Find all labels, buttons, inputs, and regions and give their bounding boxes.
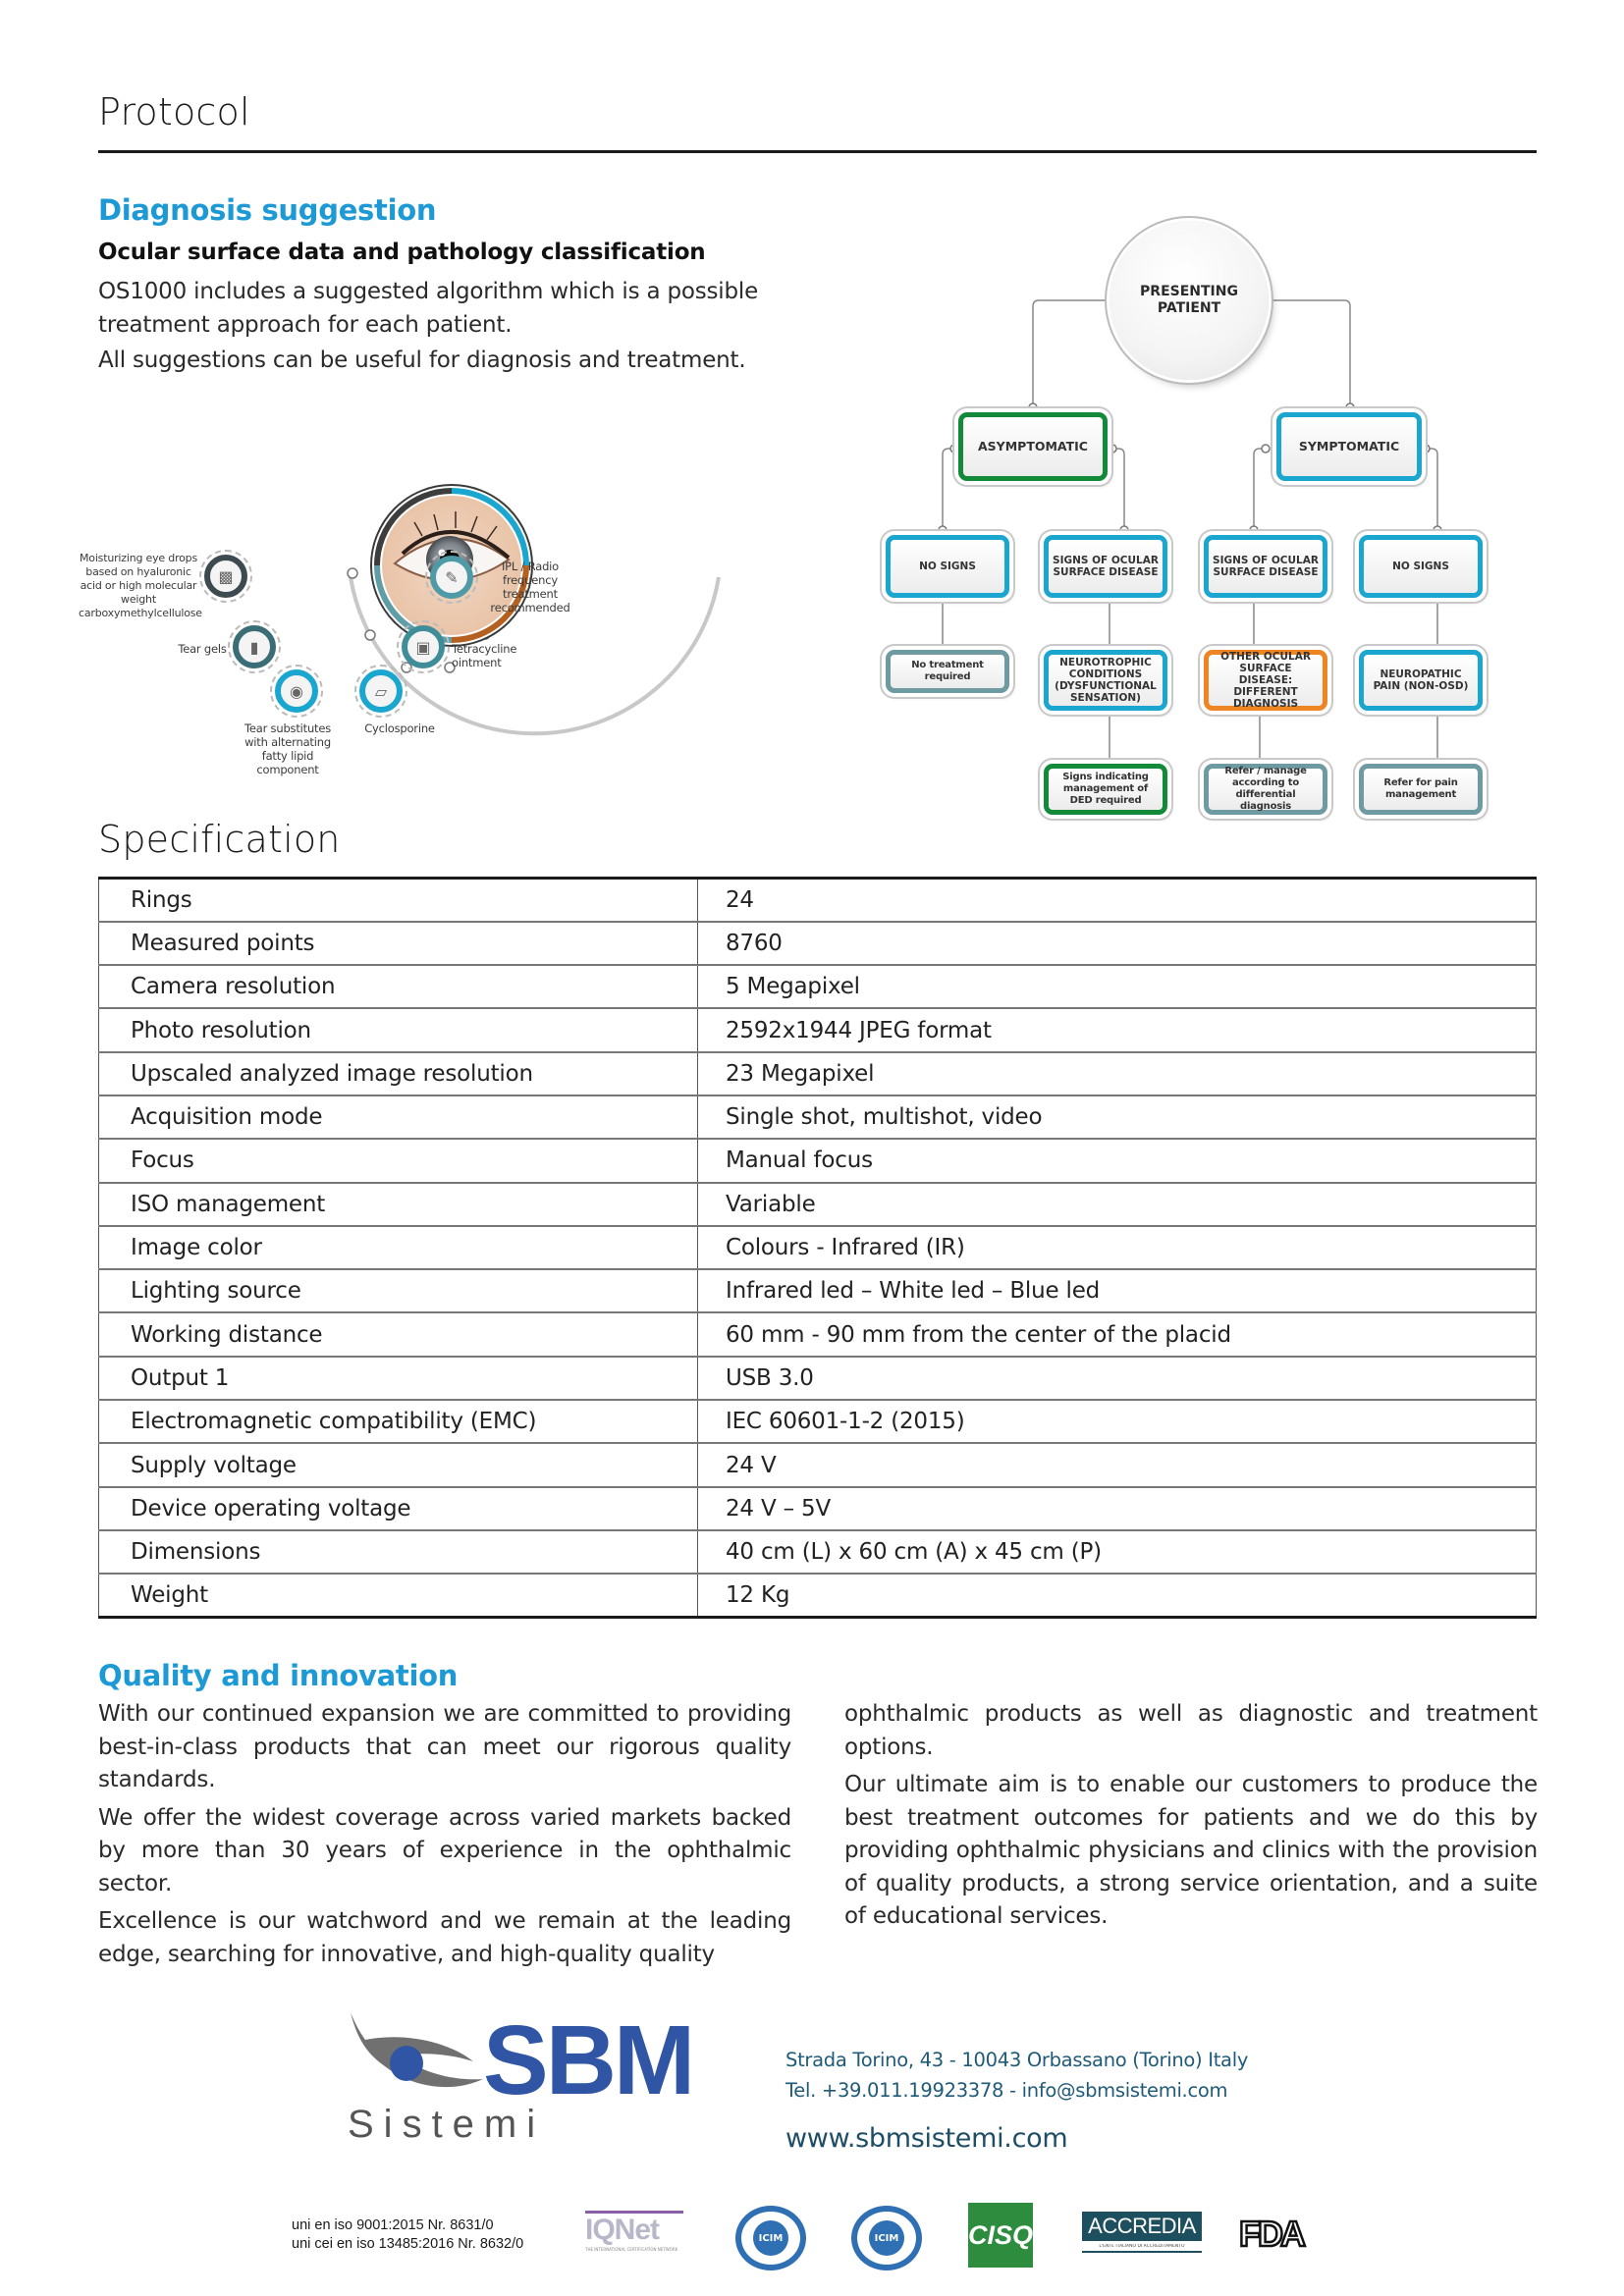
spec-value: Colours - Infrared (IR): [698, 1226, 1537, 1269]
spec-value: 8760: [698, 922, 1537, 965]
treatment-label: Tetracycline ointment: [452, 642, 517, 669]
spec-key: Image color: [99, 1226, 698, 1269]
eye-drops-bottle-icon: ▩: [204, 555, 247, 598]
flow-node-signs-osd: SIGNS OF OCULAR SURFACE DISEASE: [1204, 535, 1327, 598]
flow-node-refer-pain: Refer for pain management: [1359, 764, 1483, 815]
spec-value: 5 Megapixel: [698, 965, 1537, 1008]
company-contact: Tel. +39.011.19923378 - info@sbmsistemi.com: [785, 2079, 1228, 2102]
flow-node-symptomatic: SYMPTOMATIC: [1276, 412, 1422, 481]
flow-node-neurotrophic: NEUROTROPHIC CONDITIONS (DYSFUNCTIONAL SENSATION): [1044, 650, 1167, 711]
diagnosis-flowchart: [864, 206, 1551, 825]
spec-value: 24: [698, 879, 1537, 922]
spec-key: Electromagnetic compatibility (EMC): [99, 1400, 698, 1443]
quality-heading: Quality and innovation: [98, 1659, 459, 1692]
spec-key: Weight: [99, 1574, 698, 1617]
fda-badge: FDA: [1239, 2214, 1303, 2254]
spec-row: [99, 1443, 1537, 1486]
spec-value: 2592x1944 JPEG format: [698, 1008, 1537, 1051]
spec-key: Rings: [99, 879, 698, 922]
flow-node-neuropathic-pain: NEUROPATHIC PAIN (NON-OSD): [1359, 650, 1483, 711]
accredia-badge: [1082, 2212, 1202, 2261]
spec-key: Photo resolution: [99, 1008, 698, 1051]
protocol-title: Protocol: [98, 90, 250, 133]
certification-text: [292, 2216, 523, 2254]
spec-key: Supply voltage: [99, 1443, 698, 1486]
diagnosis-paragraph: OS1000 includes a suggested algorithm which is a possible treatment approach for each patient.: [98, 279, 759, 338]
company-website-link[interactable]: www.sbmsistemi.com: [785, 2123, 1068, 2154]
spec-value: Variable: [698, 1183, 1537, 1226]
ointment-icon: ▣: [402, 625, 445, 668]
iqnet-sublabel: THE INTERNATIONAL CERTIFICATION NETWORK: [585, 2247, 678, 2252]
spec-row: [99, 1052, 1537, 1095]
spec-key: ISO management: [99, 1183, 698, 1226]
spec-value: Manual focus: [698, 1139, 1537, 1182]
ipl-device-icon: ✎: [430, 556, 473, 599]
flow-node-other-osd: OTHER OCULAR SURFACE DISEASE: DIFFERENT DIAGNOSIS: [1204, 650, 1327, 711]
spec-value: USB 3.0: [698, 1357, 1537, 1400]
spec-row: [99, 1095, 1537, 1139]
spec-row: [99, 1269, 1537, 1312]
spec-value: IEC 60601-1-2 (2015): [698, 1400, 1537, 1443]
dropper-bottle-icon: ▱: [359, 669, 403, 713]
iqnet-badge: [585, 2211, 683, 2258]
section-divider: [98, 150, 1537, 153]
cisq-badge: CISQ: [968, 2203, 1033, 2268]
treatment-label: IPL / Radio frequency treatment recommended: [490, 560, 570, 614]
spec-row: [99, 1357, 1537, 1400]
treatment-label: Moisturizing eye drops based on hyaluronic acid or high molecular weight carboxymethylcellulose: [79, 552, 202, 619]
spec-value: 24 V: [698, 1443, 1537, 1486]
quality-paragraph: ophthalmic products as well as diagnostic and treatment options.: [844, 1701, 1538, 1760]
spec-row: [99, 1183, 1537, 1226]
spec-value: 23 Megapixel: [698, 1052, 1537, 1095]
flow-node-signs-osd: SIGNS OF OCULAR SURFACE DISEASE: [1044, 535, 1167, 598]
spec-row: [99, 1400, 1537, 1443]
spec-value: Infrared led – White led – Blue led: [698, 1269, 1537, 1312]
icim-badge: [735, 2206, 806, 2270]
flow-node-refer-differential: Refer / manage according to differential diagnosis: [1204, 764, 1327, 815]
accredia-sublabel: L'ENTE ITALIANO DI ACCREDITAMENTO: [1099, 2244, 1185, 2249]
flow-node-asymptomatic: ASYMPTOMATIC: [958, 412, 1108, 481]
spec-key: Camera resolution: [99, 965, 698, 1008]
certification-line: uni en iso 9001:2015 Nr. 8631/0: [292, 2217, 494, 2233]
logo-subtitle: Sistemi: [348, 2103, 546, 2146]
spec-row: [99, 1530, 1537, 1574]
spec-row: [99, 1139, 1537, 1182]
logo-brand: SBM: [483, 2005, 693, 2115]
company-address: Strada Torino, 43 - 10043 Orbassano (Torino) Italy: [785, 2049, 1249, 2071]
treatment-label: Cyclosporine: [364, 721, 435, 735]
flow-node-ded-management: Signs indicating management of DED required: [1044, 764, 1167, 815]
quality-paragraph: Excellence is our watchword and we remain at the leading edge, searching for innovative, and high-quality quality: [98, 1908, 791, 1967]
spec-value: 12 Kg: [698, 1574, 1537, 1617]
quality-paragraph: We offer the widest coverage across varied markets backed by more than 30 years of experience in the ophthalmic sector.: [98, 1804, 791, 1896]
spec-key: Upscaled analyzed image resolution: [99, 1052, 698, 1095]
spec-key: Device operating voltage: [99, 1487, 698, 1530]
spec-row: [99, 879, 1537, 922]
flow-node-no-signs: NO SIGNS: [886, 535, 1009, 598]
spec-value: 40 cm (L) x 60 cm (A) x 45 cm (P): [698, 1530, 1537, 1574]
flow-node-no-signs: NO SIGNS: [1359, 535, 1483, 598]
spec-key: Output 1: [99, 1357, 698, 1400]
quality-column-left: [98, 1698, 791, 1976]
spec-key: Acquisition mode: [99, 1095, 698, 1139]
eye-dropper-icon: ◉: [275, 669, 318, 713]
icim-badge: [851, 2206, 922, 2270]
specification-title: Specification: [98, 818, 341, 861]
spec-row: [99, 1312, 1537, 1356]
treatment-options-figure: [79, 461, 805, 785]
flow-node-no-treatment: No treatment required: [886, 650, 1009, 693]
quality-paragraph: Our ultimate aim is to enable our customers to produce the best treatment outcomes for patients and we do this by providing ophthalmic physicians and clinics with the provision of quality products, a strong service orientation, and a suite of educational services.: [844, 1772, 1538, 1929]
quality-paragraph: With our continued expansion we are committed to providing best-in-class products that can meet our rigorous quality standards.: [98, 1701, 791, 1792]
accredia-label: ACCREDIA: [1082, 2212, 1202, 2241]
flow-root-presenting-patient: PRESENTING PATIENT: [1110, 221, 1269, 380]
spec-value: Single shot, multishot, video: [698, 1095, 1537, 1139]
spec-key: Lighting source: [99, 1269, 698, 1312]
treatment-label: Tear substitutes with alternating fatty lipid component: [244, 721, 332, 776]
icim-label: ICIM: [869, 2220, 904, 2256]
spec-key: Measured points: [99, 922, 698, 965]
spec-value: 24 V – 5V: [698, 1487, 1537, 1530]
sbm-sistemi-logo: [346, 2005, 748, 2146]
diagnosis-heading: Diagnosis suggestion: [98, 193, 437, 227]
spec-key: Working distance: [99, 1312, 698, 1356]
spec-value: 60 mm - 90 mm from the center of the placid: [698, 1312, 1537, 1356]
spec-row: [99, 965, 1537, 1008]
spec-row: [99, 1008, 1537, 1051]
gel-tube-icon: ▮: [233, 625, 276, 668]
diagnosis-subheading: Ocular surface data and pathology classification: [98, 240, 706, 265]
certification-line: uni cei en iso 13485:2016 Nr. 8632/0: [292, 2236, 524, 2252]
treatment-arc-graphic: [79, 461, 805, 785]
treatment-label: Tear gels: [178, 642, 227, 656]
spec-key: Dimensions: [99, 1530, 698, 1574]
spec-row: [99, 922, 1537, 965]
quality-column-right: [844, 1698, 1538, 1939]
iqnet-label: IQNet: [585, 2214, 660, 2246]
spec-key: Focus: [99, 1139, 698, 1182]
specification-table: [98, 877, 1537, 1619]
spec-row: [99, 1574, 1537, 1617]
spec-row: [99, 1226, 1537, 1269]
spec-row: [99, 1487, 1537, 1530]
icim-label: ICIM: [753, 2220, 788, 2256]
diagnosis-paragraph: All suggestions can be useful for diagnosis and treatment.: [98, 347, 746, 373]
